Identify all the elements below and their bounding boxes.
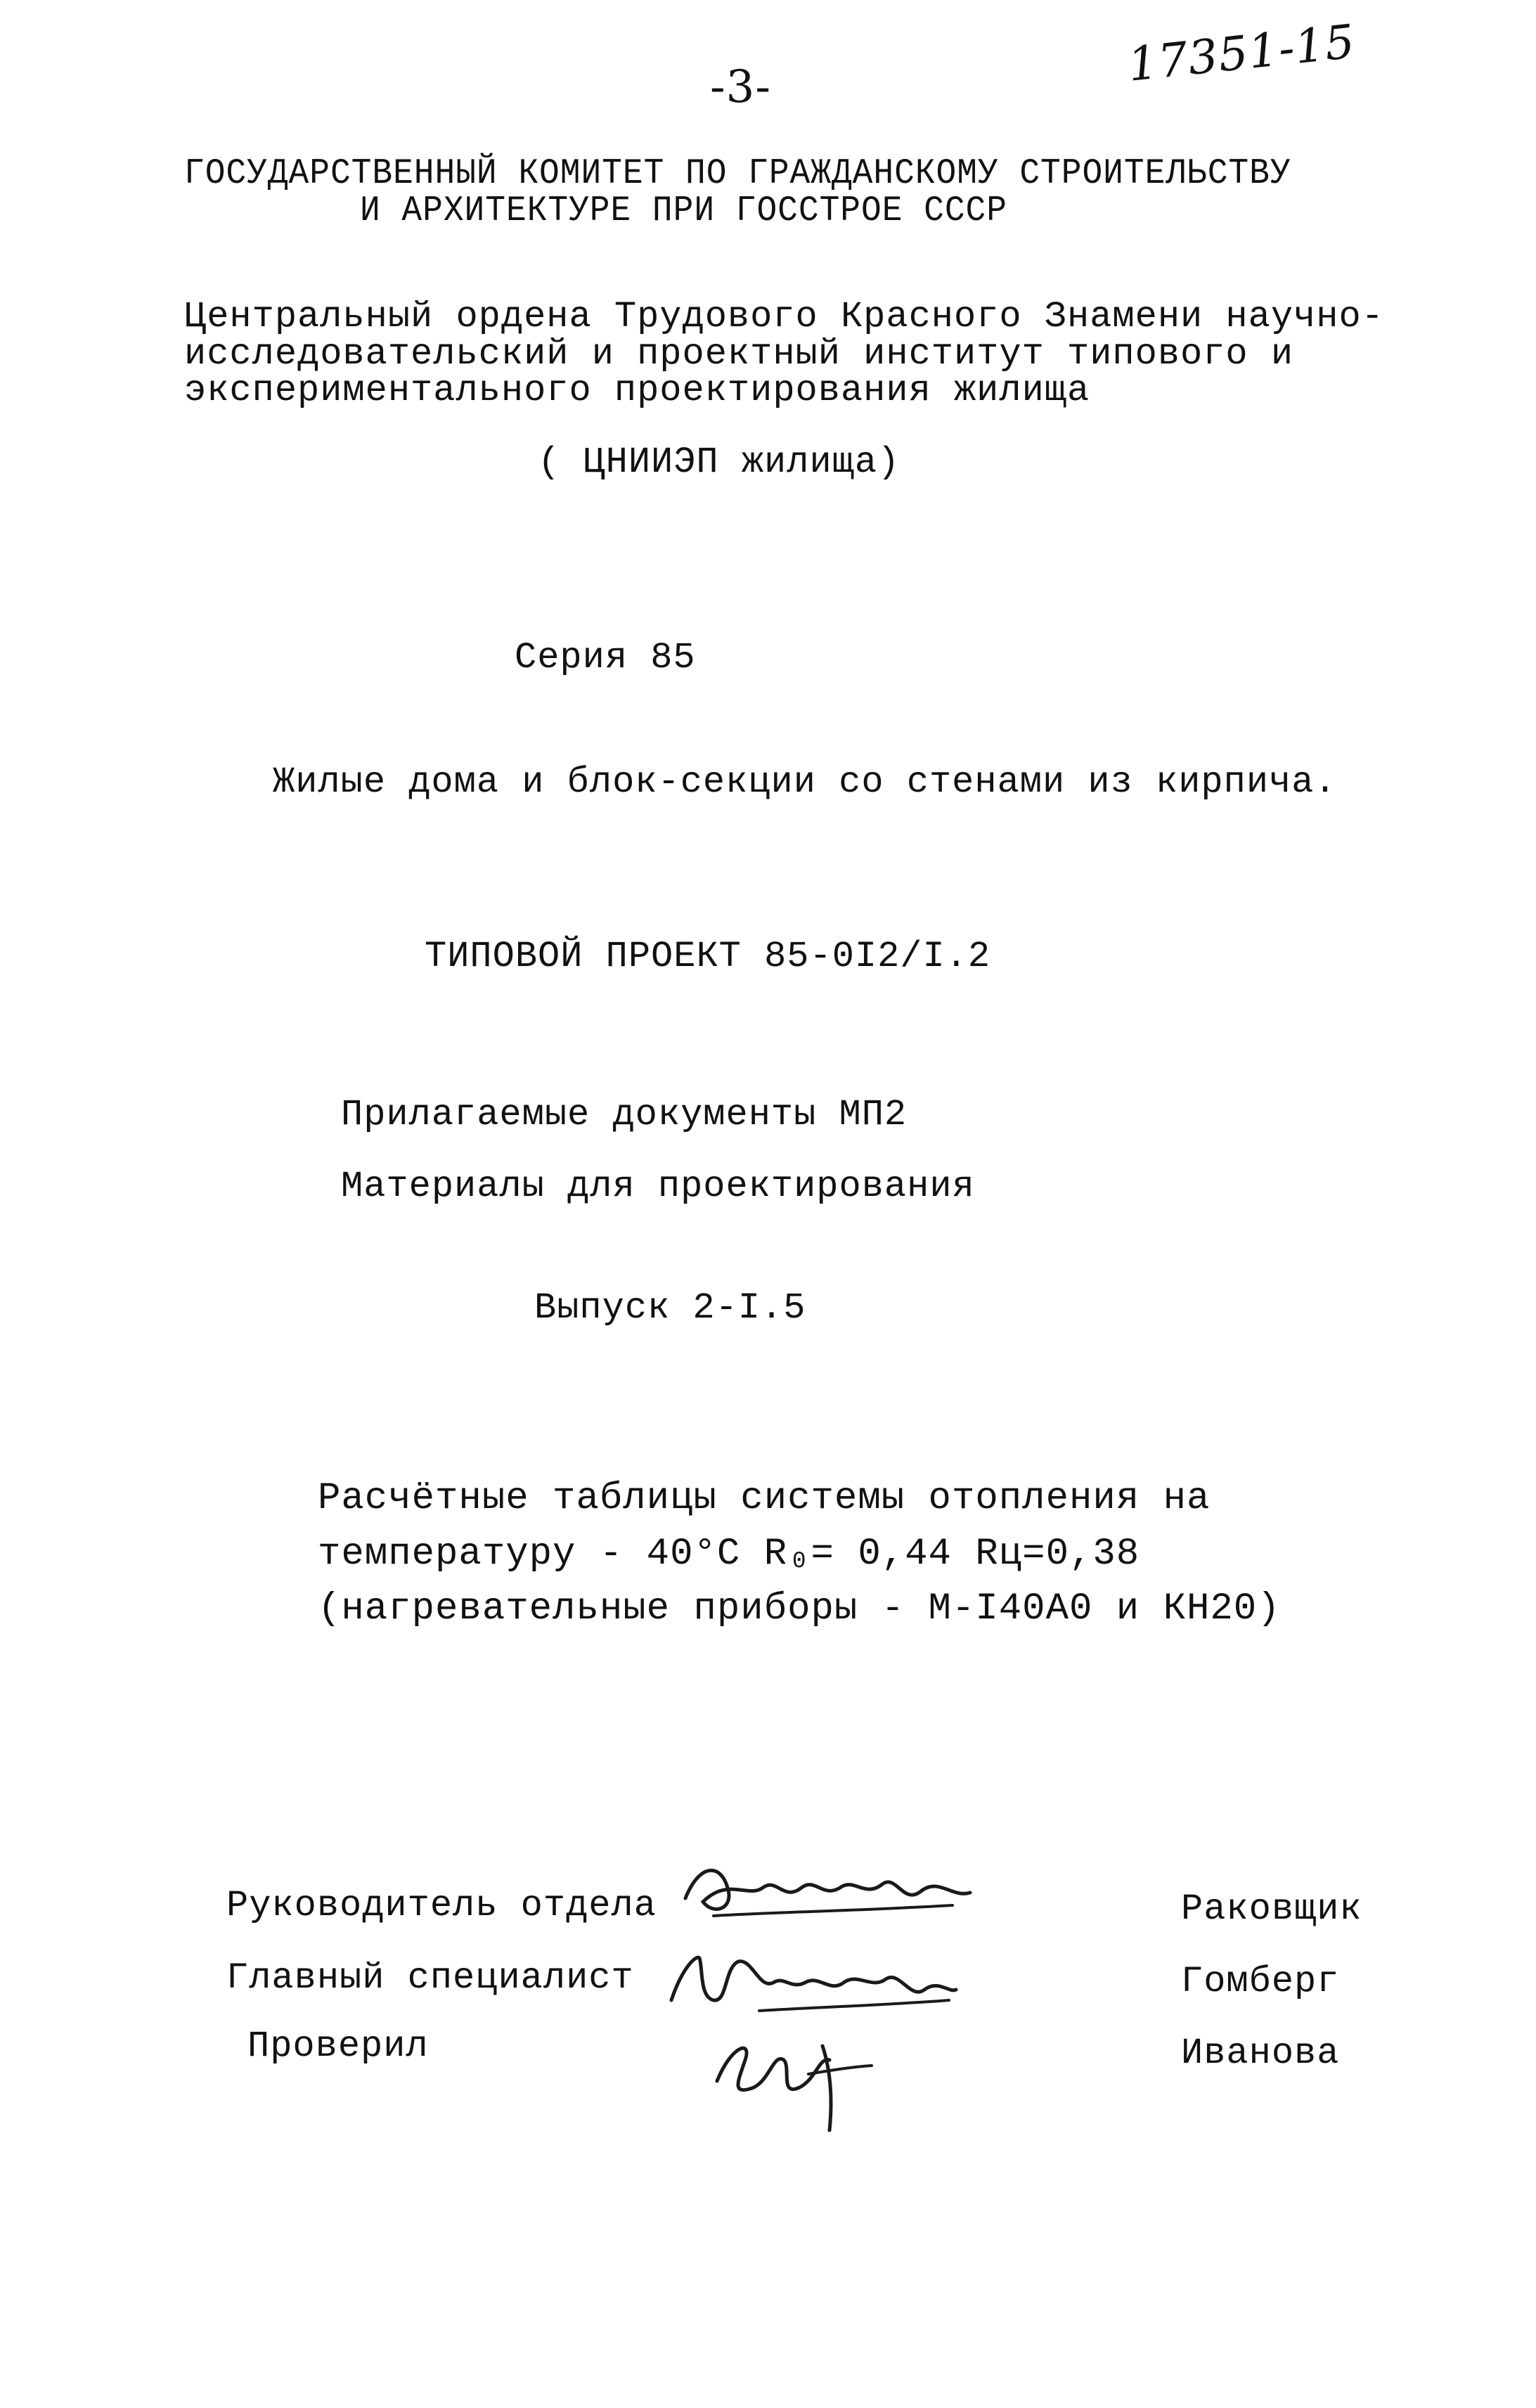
- signature-mark-3: [703, 2018, 886, 2137]
- attached-documents: Прилагаемые документы МП2: [341, 1094, 908, 1135]
- page-number: -3-: [710, 61, 771, 113]
- design-materials: Материалы для проектирования: [341, 1166, 975, 1207]
- calculation-line-2: температуру - 40°C R₀= 0,44 Rц=0,38: [318, 1533, 1140, 1576]
- committee-line-2: И АРХИТЕКТУРЕ ПРИ ГОССТРОЕ СССР: [360, 191, 1007, 231]
- institute-line-2: исследовательский и проектный институт типового и: [184, 333, 1294, 375]
- signature-name-head: Раковщик: [1181, 1888, 1362, 1930]
- series-subtitle: Жилые дома и блок-секции со стенами из кирпича.: [273, 761, 1337, 803]
- project-title: ТИПОВОЙ ПРОЕКТ 85-0I2/I.2: [425, 936, 991, 977]
- institute-line-3: экспериментального проектирования жилища: [184, 370, 1090, 411]
- calculation-line-1: Расчётные таблицы системы отопления на: [318, 1477, 1211, 1520]
- institute-abbreviation: ( ЦНИИЭП жилища): [538, 442, 901, 483]
- signature-role-chief: Главный специалист: [226, 1957, 634, 1999]
- signature-name-checked: Иванова: [1181, 2033, 1340, 2074]
- signature-mark-2: [661, 1940, 963, 2018]
- signature-name-chief: Гомберг: [1181, 1961, 1340, 2002]
- committee-line-1: ГОСУДАРСТВЕННЫЙ КОМИТЕТ ПО ГРАЖДАНСКОМУ СТРОИТЕЛЬСТВУ: [184, 154, 1291, 194]
- signature-role-head: Руководитель отдела: [226, 1885, 657, 1926]
- issue-number: Выпуск 2-I.5: [534, 1287, 806, 1329]
- inventory-number: 17351-15: [1125, 14, 1358, 92]
- signature-role-checked: Проверил: [247, 2026, 429, 2067]
- series-title: Серия 85: [515, 637, 696, 678]
- signature-mark-1: [671, 1849, 981, 1926]
- calculation-line-3: (нагревательные приборы - М-I40А0 и КН20): [318, 1588, 1281, 1630]
- institute-line-1: Центральный ордена Трудового Красного Знамени научно-: [184, 296, 1384, 337]
